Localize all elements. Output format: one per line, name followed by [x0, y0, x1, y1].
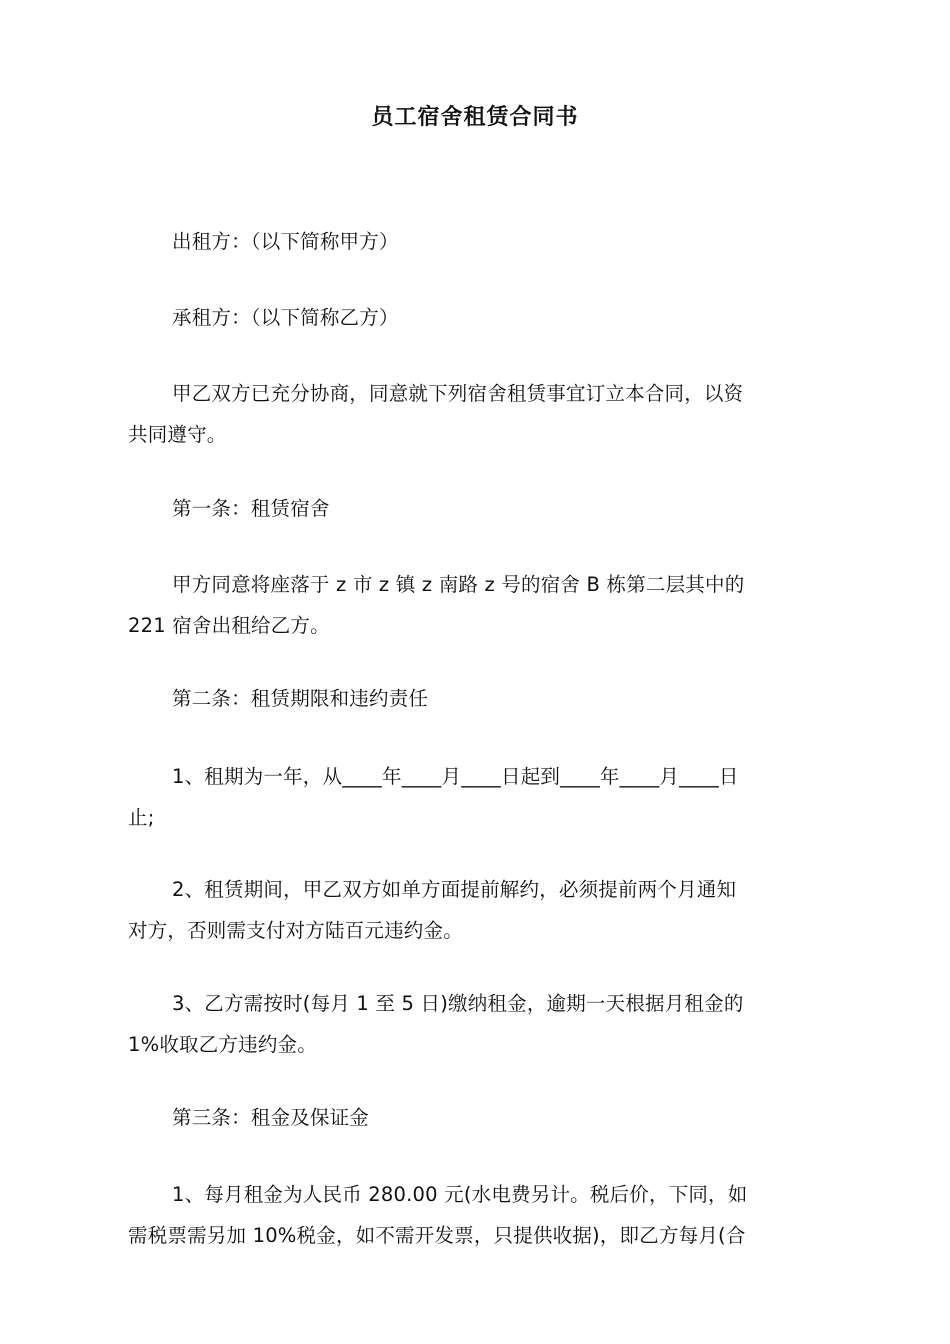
intro-line-2: 共同遵守。 — [128, 423, 227, 446]
article-1-body — [128, 564, 828, 646]
article-2-item-1-line-2: 止; — [128, 806, 155, 829]
article-2-item-3 — [128, 983, 828, 1065]
article-1-heading: 第一条：租赁宿舍 — [172, 497, 330, 520]
article-2-heading: 第二条：租赁期限和违约责任 — [172, 687, 429, 710]
document-title: 员工宿舍租赁合同书 — [371, 105, 579, 130]
lessee-line: 承租方：（以下简称乙方） — [172, 306, 399, 329]
article-2-item-2-line-1: 2、租赁期间，甲乙双方如单方面提前解约，必须提前两个月通知 — [172, 878, 737, 901]
article-2-item-3-line-2: 1%收取乙方违约金。 — [128, 1033, 317, 1056]
intro-paragraph — [128, 373, 828, 455]
intro-line-1: 甲乙双方已充分协商，同意就下列宿舍租赁事宜订立本合同，以资 — [172, 382, 744, 405]
article-1-line-1: 甲方同意将座落于 z 市 z 镇 z 南路 z 号的宿舍 B 栋第二层其中的 — [172, 573, 745, 596]
article-2-item-2 — [128, 869, 828, 951]
article-3-item-1-line-1: 1、每月租金为人民币 280.00 元(水电费另计。税后价，下同，如 — [172, 1183, 748, 1206]
article-2-item-1-line-1: 1、租期为一年，从____年____月____日起到____年____月____日 — [172, 765, 739, 788]
article-3-item-1-line-2: 需税票需另加 10%税金，如不需开发票，只提供收据)，即乙方每月(合 — [128, 1224, 746, 1247]
article-3-item-1 — [128, 1174, 828, 1256]
article-3-heading: 第三条：租金及保证金 — [172, 1106, 370, 1129]
article-2-item-1 — [128, 756, 828, 838]
article-2-item-3-line-1: 3、乙方需按时(每月 1 至 5 日)缴纳租金，逾期一天根据月租金的 — [172, 992, 744, 1015]
article-1-line-2: 221 宿舍出租给乙方。 — [128, 614, 330, 637]
article-2-item-2-line-2: 对方，否则需支付对方陆百元违约金。 — [128, 919, 463, 942]
lessor-line: 出租方：（以下简称甲方） — [172, 230, 399, 253]
